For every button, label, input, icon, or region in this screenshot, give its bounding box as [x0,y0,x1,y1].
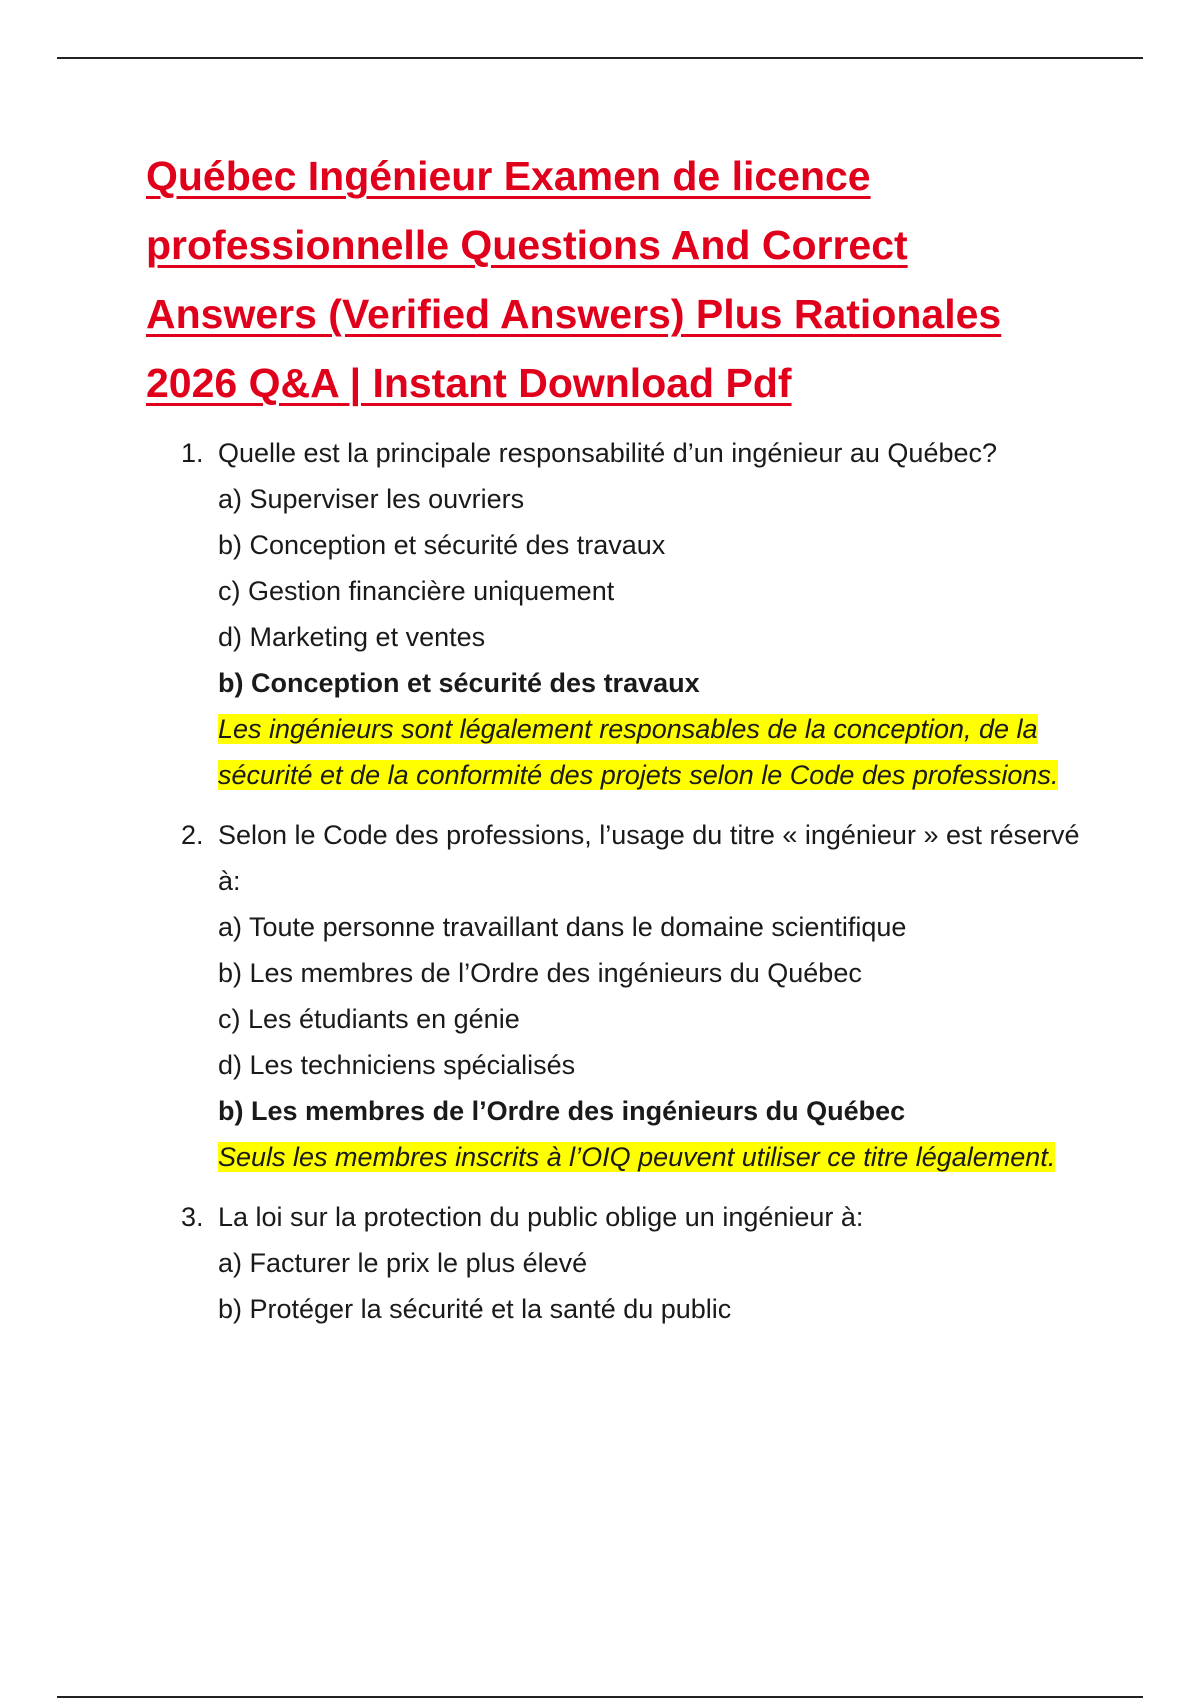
question-number: 2. [181,820,204,850]
question-list [0,430,1200,1332]
question-3 [0,1194,1098,1332]
question-text: La loi sur la protection du public oblige un ingénieur à: [218,1202,864,1232]
bottom-rule [57,1696,1143,1698]
option-d: d) Les techniciens spécialisés [218,1050,576,1080]
option-d: d) Marketing et ventes [218,622,486,652]
correct-answer: b) Les membres de l’Ordre des ingénieurs du Québec [218,1096,906,1126]
correct-answer: b) Conception et sécurité des travaux [218,668,700,698]
question-number: 3. [181,1202,204,1232]
rationale-highlight: Seuls les membres inscrits à l’OIQ peuvent utiliser ce titre légalement. [218,1142,1056,1172]
option-a: a) Superviser les ouvriers [218,484,525,514]
document-title: Québec Ingénieur Examen de licence professionnelle Questions And Correct Answers (Verified Answers) Plus Rationales 2026 Q&A | Instant Download Pdf [146,153,1002,406]
option-b: b) Les membres de l’Ordre des ingénieurs du Québec [218,958,862,988]
option-c: c) Gestion financière uniquement [218,576,615,606]
rationale-highlight: Les ingénieurs sont légalement responsables de la conception, de la sécurité et de la conformité des projets selon le Code des professions. [218,714,1059,790]
question-1 [0,430,1098,798]
top-rule [57,57,1143,59]
question-number: 1. [181,438,204,468]
question-text: Selon le Code des professions, l’usage du titre « ingénieur » est réservé à: [218,820,1080,896]
option-b: b) Protéger la sécurité et la santé du public [218,1294,732,1324]
question-text: Quelle est la principale responsabilité d’un ingénieur au Québec? [218,438,998,468]
question-2 [0,812,1098,1180]
rationale [218,1134,1098,1180]
option-c: c) Les étudiants en génie [218,1004,520,1034]
option-b: b) Conception et sécurité des travaux [218,530,666,560]
option-a: a) Facturer le prix le plus élevé [218,1248,588,1278]
rationale [218,706,1098,798]
option-a: a) Toute personne travaillant dans le domaine scientifique [218,912,907,942]
